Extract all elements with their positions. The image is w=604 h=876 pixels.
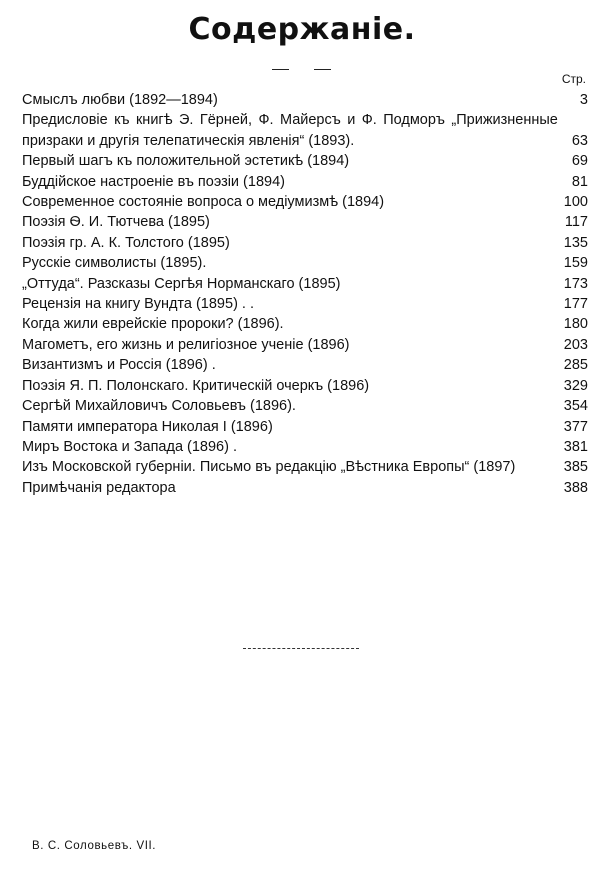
toc-entry — [22, 335, 588, 355]
title-rule-left — [272, 69, 289, 70]
toc-entry — [22, 417, 588, 437]
entry-page-number: 203 — [563, 336, 588, 353]
entry-page-number: 135 — [563, 234, 588, 251]
entry-title: Миръ Востока и Запада (1896) . — [22, 438, 238, 455]
entry-title: Смыслъ любви (1892—1894) — [22, 92, 218, 108]
title-rule-right — [314, 69, 331, 70]
entry-page-number: 381 — [563, 438, 588, 455]
entry-title: Изъ Московской губерніи. Письмо въ редакцію „Вѣстника Европы“ (1897) — [22, 459, 516, 476]
entry-page-number: 177 — [563, 296, 588, 313]
bottom-rule — [243, 648, 359, 649]
entry-page-number: 388 — [563, 479, 588, 496]
entry-title: Магометъ, его жизнь и религіозное ученіе (1896) — [22, 336, 350, 353]
entry-page-number: 117 — [564, 214, 588, 231]
entry-title: Рецензія на книгу Вундта (1895) . . — [22, 296, 255, 313]
toc-entry — [22, 172, 588, 192]
entry-title: „Оттуда“. Разсказы Сергѣя Норманскаго (1895) — [22, 275, 341, 292]
entry-title: Буддійское настроеніе въ поэзіи (1894) — [22, 173, 285, 190]
toc-entry — [22, 192, 588, 212]
toc-entry — [22, 90, 588, 110]
entry-page-number: 3 — [579, 92, 588, 108]
entry-title: Памяти императора Николая I (1896) — [22, 418, 273, 435]
entry-title: Поэзія Я. П. Полонскаго. Критическій очеркъ (1896) — [22, 377, 370, 394]
toc-entry — [22, 355, 588, 375]
footer-signature: В. С. Соловьевъ. VII. — [32, 840, 157, 852]
toc-entry — [22, 110, 588, 151]
entry-title: Современное состояніе вопроса о медіумизмѣ (1894) — [22, 194, 385, 211]
entry-page-number: 159 — [563, 255, 588, 272]
entry-page-number: 63 — [571, 132, 588, 149]
toc-entry — [22, 212, 588, 232]
toc-entry — [22, 253, 588, 273]
toc-entry — [22, 437, 588, 457]
entry-page-number: 173 — [563, 275, 588, 292]
entry-page-number: 377 — [563, 418, 588, 435]
entry-page-number: 329 — [563, 377, 588, 394]
entry-title: Предисловіе къ книгѣ Э. Гёрней, Ф. Майерсъ и Ф. Подморъ „Прижизненные призраки и другія телепатическія явленія“ (1893). — [22, 112, 558, 149]
entry-page-number: 69 — [571, 153, 588, 170]
entry-page-number: 285 — [563, 357, 588, 374]
entry-title: Поэзія Ѳ. И. Тютчева (1895) — [22, 214, 210, 231]
entry-title: Византизмъ и Россія (1896) . — [22, 357, 216, 374]
entry-page-number: 385 — [563, 459, 588, 476]
page-column-label: Стр. — [561, 72, 586, 86]
entry-page-number: 354 — [563, 398, 588, 415]
page-title: Содержаніе. — [188, 12, 416, 47]
entry-page-number: 180 — [563, 316, 588, 333]
toc-entry — [22, 457, 588, 477]
entry-page-number: 81 — [571, 173, 588, 190]
toc-entry — [22, 314, 588, 334]
entry-title: Сергѣй Михайловичъ Соловьевъ (1896). — [22, 398, 296, 415]
entry-title: Первый шагъ къ положительной эстетикѣ (1894) — [22, 153, 350, 170]
table-of-contents — [22, 90, 588, 498]
toc-entry — [22, 376, 588, 396]
entry-page-number: 100 — [563, 194, 588, 211]
toc-entry — [22, 396, 588, 416]
toc-entry — [22, 274, 588, 294]
toc-entry — [22, 151, 588, 171]
toc-entry — [22, 294, 588, 314]
toc-entry — [22, 233, 588, 253]
entry-title: Примѣчанія редактора — [22, 479, 176, 496]
entry-title: Поэзія гр. А. К. Толстого (1895) — [22, 234, 230, 251]
entry-title: Когда жили еврейскіе пророки? (1896). — [22, 316, 284, 333]
toc-entry — [22, 478, 588, 498]
entry-title: Русскіе символисты (1895). — [22, 255, 207, 272]
